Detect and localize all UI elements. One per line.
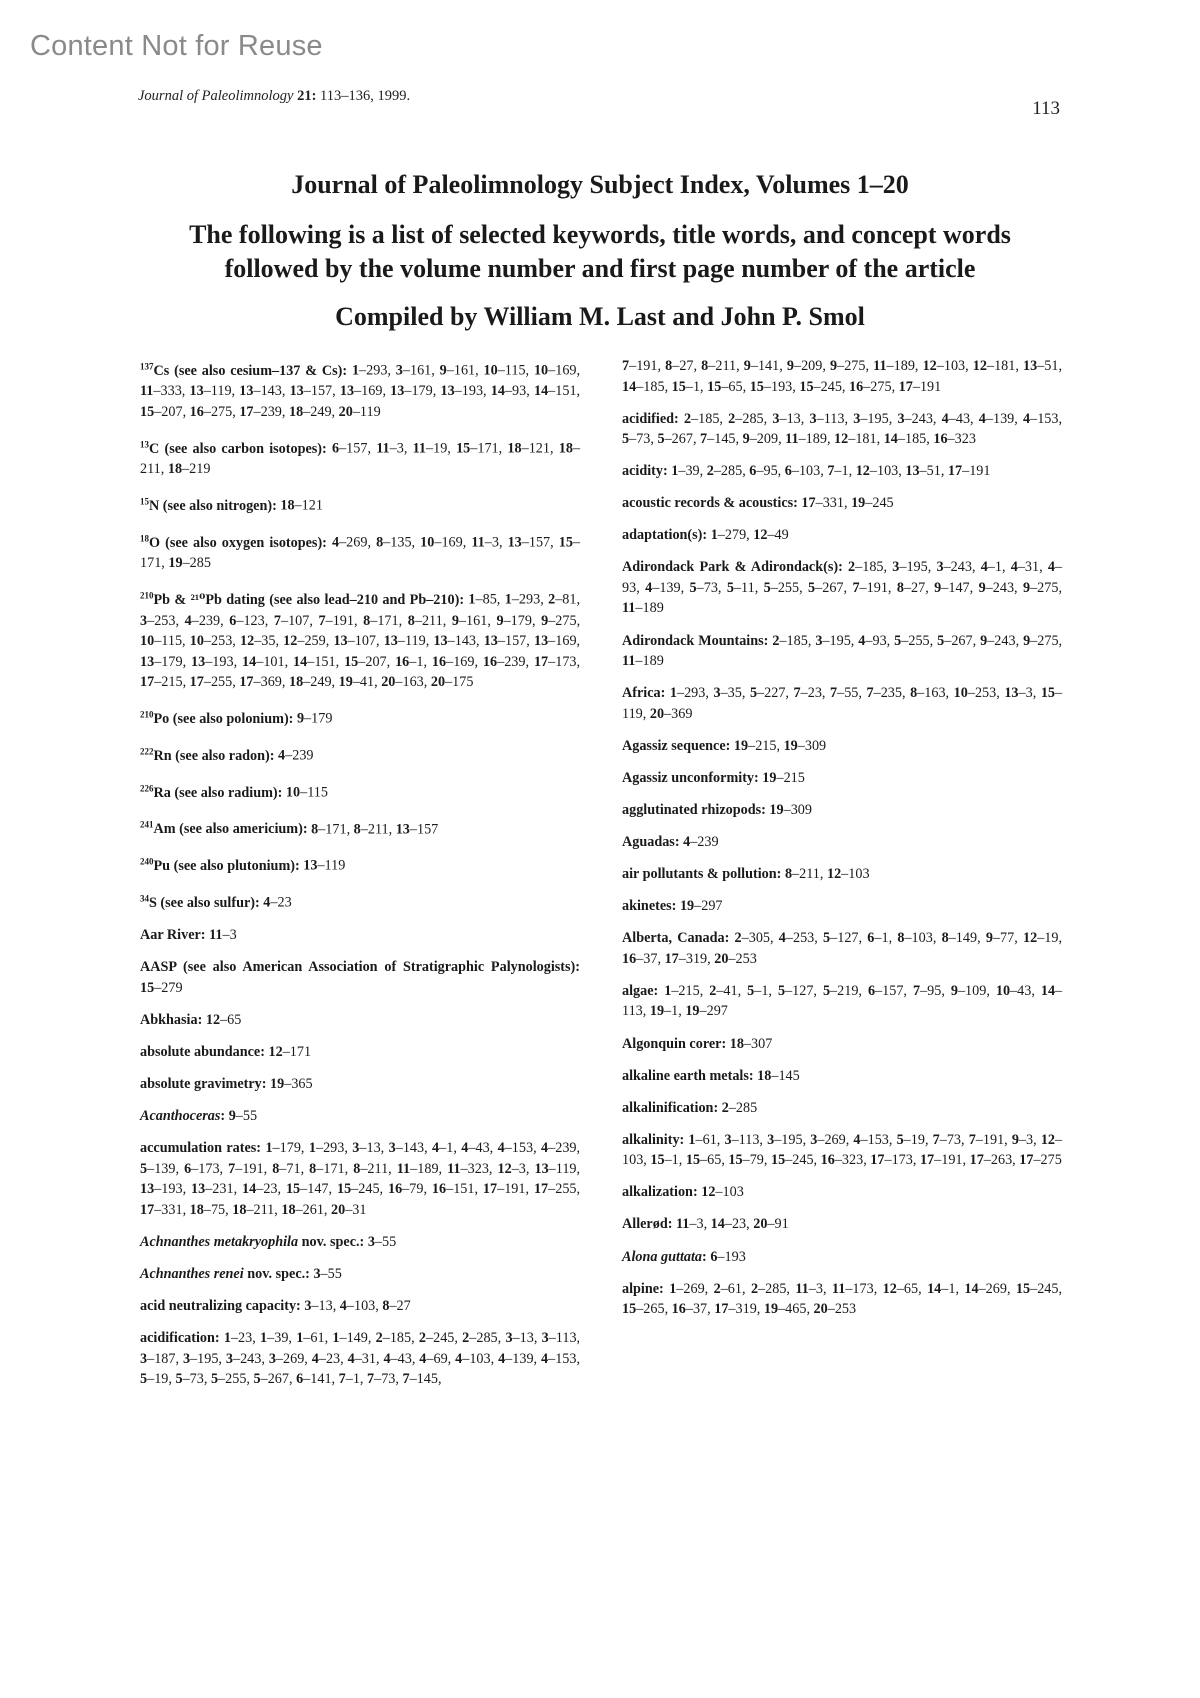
index-entry <box>140 491 580 516</box>
isotope-mass-number: 137 <box>140 361 154 371</box>
compiler-credits: Compiled by William M. Last and John P. Smol <box>335 302 865 331</box>
index-entry <box>140 815 580 840</box>
journal-name: Journal of Paleolimnology <box>138 88 294 104</box>
index-references: 19–215 <box>762 769 805 786</box>
index-term: alpine: <box>622 1280 664 1297</box>
index-entry <box>622 832 1062 853</box>
index-term: $^{222}$Rn (see also radon): <box>140 745 275 764</box>
index-term: Abkhasia: <box>140 1011 203 1028</box>
index-references: 17–331, 19–245 <box>801 495 894 512</box>
index-entry <box>140 1138 580 1220</box>
index-references: 2–285 <box>721 1099 758 1116</box>
index-term: Acanthoceras: <box>140 1108 226 1125</box>
index-entry <box>622 1182 1062 1203</box>
index-references: 2–185, 3–195, 4–93, 5–255, 5–267, 9–243, 9–275, 11–189 <box>622 632 1063 670</box>
index-entry <box>140 957 580 998</box>
index-term: Alberta, Canada: <box>622 930 730 947</box>
index-term: adaptation(s): <box>622 527 708 544</box>
index-entry <box>622 928 1062 969</box>
running-head <box>138 88 410 105</box>
index-term: acidified: <box>622 410 679 427</box>
index-entry <box>622 461 1062 482</box>
index-entry <box>140 528 580 574</box>
index-entry <box>622 1034 1062 1055</box>
index-entry <box>622 864 1062 885</box>
index-entry <box>140 704 580 729</box>
index-entry <box>140 585 580 692</box>
index-term: Alona guttata: <box>622 1248 707 1265</box>
page-range-year: 113–136, 1999. <box>316 88 411 104</box>
index-references: 8–211, 12–103 <box>784 866 870 883</box>
index-references: 4–239 <box>683 834 719 851</box>
index-term: absolute abundance: <box>140 1043 265 1060</box>
index-entry <box>622 736 1062 757</box>
index-term: acid neutralizing capacity: <box>140 1297 301 1314</box>
volume-number: 21: <box>297 88 317 104</box>
index-entry <box>622 1098 1062 1119</box>
index-references: 4–23 <box>263 895 292 912</box>
isotope-mass-number: 226 <box>140 782 154 793</box>
index-title: Journal of Paleolimnology Subject Index, Volumes 1–20 <box>291 170 909 199</box>
index-references: 13–119 <box>303 858 346 875</box>
index-term: $^{34}$S (see also sulfur): <box>140 893 260 912</box>
index-entry <box>140 1106 580 1127</box>
index-references: 10–115 <box>285 784 328 801</box>
index-references: 1–269, 2–61, 2–285, 11–3, 11–173, 12–65, 14–1, 14–269, 15–245, 15–265, 16–37, 17–319, 19–465, 20–253 <box>622 1280 1063 1318</box>
index-references: 18–121 <box>280 497 323 514</box>
index-entry <box>140 925 580 946</box>
index-term: $^{210}$Po (see also polonium): <box>140 709 294 727</box>
index-term: alkaline earth metals: <box>622 1067 754 1084</box>
index-term: algae: <box>622 982 659 999</box>
index-references: 1–61, 3–113, 3–195, 3–269, 4–153, 5–19, 7–73, 7–191, 9–3, 12–103, 15–1, 15–65, 15–79, 15–245, 16–323, 17–173, 17–191, 17–263, 17–275 <box>622 1131 1063 1169</box>
index-term: $^{226}$Ra (see also radium): <box>140 782 283 801</box>
index-column-right <box>622 356 1062 1401</box>
index-term: acoustic records & acoustics: <box>622 495 798 512</box>
index-entry <box>622 768 1062 789</box>
index-term: $^{15}$N (see also nitrogen): <box>140 496 277 514</box>
index-references: 1–293, 3–161, 9–161, 10–115, 10–169, 11–333, 13–119, 13–143, 13–157, 13–169, 13–179, 13–193, 14–93, 14–151, 15–207, 16–275, 17–239, 18–249, 20–119 <box>140 362 581 420</box>
isotope-mass-number: 240 <box>140 856 154 867</box>
index-entry <box>140 888 580 913</box>
index-term: $^{240}$Pu (see also plutonium): <box>140 856 300 875</box>
index-columns <box>140 356 1062 1401</box>
index-term: Achnanthes renei nov. spec.: <box>140 1265 310 1282</box>
index-entry <box>622 631 1062 672</box>
index-entry <box>622 896 1062 917</box>
index-references: 6–193 <box>710 1248 746 1265</box>
index-references: 1–279, 12–49 <box>710 527 789 544</box>
index-term: Algonquin corer: <box>622 1035 727 1052</box>
index-entry <box>140 1010 580 1031</box>
index-references: 9–179 <box>296 710 333 727</box>
index-entry <box>622 1066 1062 1087</box>
index-entry <box>140 1264 580 1285</box>
index-references: 11–3 <box>209 927 237 944</box>
index-term: $^{210}$Pb & ²¹⁰Pb dating (see also lead–210 and Pb–210): <box>140 590 465 609</box>
index-references: 19–365 <box>270 1075 313 1092</box>
index-references: 4–239 <box>278 747 314 764</box>
index-entry <box>622 1130 1062 1171</box>
index-references: 3–13, 4–103, 8–27 <box>304 1297 411 1314</box>
index-references: 15–279 <box>140 979 183 996</box>
index-entry <box>622 557 1062 619</box>
index-references: 9–55 <box>228 1108 258 1125</box>
index-term: alkalinification: <box>622 1099 719 1116</box>
index-entry <box>140 778 580 803</box>
index-entry <box>140 1328 580 1390</box>
index-term: $^{137}$Cs (see also cesium–137 & Cs): <box>140 361 348 379</box>
index-term: akinetes: <box>622 898 677 915</box>
index-term: accumulation rates: <box>140 1140 262 1157</box>
index-term: acidification: <box>140 1330 220 1347</box>
index-references: 3–55 <box>367 1233 397 1250</box>
subtitle-line-1: The following is a list of selected keywords, title words, and concept words <box>189 220 1011 249</box>
index-references: 2–185, 3–195, 3–243, 4–1, 4–31, 4–93, 4–139, 5–73, 5–11, 5–255, 5–267, 7–191, 8–27, 9–147, 9–243, 9–275, 11–189 <box>622 559 1063 617</box>
index-entry <box>140 1296 580 1317</box>
index-column-left <box>140 356 580 1401</box>
title-block <box>0 168 1200 334</box>
index-references: 6–157, 11–3, 11–19, 15–171, 18–121, 18–211, 18–219 <box>140 440 581 478</box>
index-entry <box>622 493 1062 514</box>
index-references: 1–23, 1–39, 1–61, 1–149, 2–185, 2–245, 2–285, 3–13, 3–113, 3–187, 3–195, 3–243, 3–269, 4–23, 4–31, 4–43, 4–69, 4–103, 4–139, 4–153, 5–19, 5–73, 5–255, 5–267, 6–141, 7–1, 7–73, 7–145, <box>140 1330 581 1388</box>
isotope-mass-number: 15 <box>140 496 149 507</box>
index-references: 12–103 <box>701 1184 744 1201</box>
index-entry <box>140 1042 580 1063</box>
index-term: Adirondack Mountains: <box>622 632 769 649</box>
index-term: agglutinated rhizopods: <box>622 801 766 818</box>
index-term: absolute gravimetry: <box>140 1075 267 1092</box>
index-subtitle <box>0 218 1200 286</box>
index-references: 2–185, 2–285, 3–13, 3–113, 3–195, 3–243, 4–43, 4–139, 4–153, 5–73, 5–267, 7–145, 9–209, 11–189, 12–181, 14–185, 16–323 <box>622 410 1063 448</box>
index-term: Africa: <box>622 685 666 702</box>
index-references: 19–297 <box>679 898 723 915</box>
index-references: 12–65 <box>205 1011 242 1028</box>
index-references: 8–171, 8–211, 13–157 <box>311 821 439 838</box>
index-entry <box>140 1232 580 1253</box>
index-term: AASP (see also American Association of Stratigraphic Palynologists): <box>140 959 580 976</box>
index-entry <box>622 800 1062 821</box>
index-entry <box>622 525 1062 546</box>
isotope-mass-number: 210 <box>140 709 154 720</box>
index-references: 18–145 <box>757 1067 800 1084</box>
index-references: 12–171 <box>268 1043 312 1060</box>
index-references: 1–85, 1–293, 2–81, 3–253, 4–239, 6–123, 7–107, 7–191, 8–171, 8–211, 9–161, 9–179, 9–275, 10–115, 10–253, 12–35, 12–259, 13–107, 13–119, 13–143, 13–157, 13–169, 13–179, 13–193, 14–101, 14–151, 15–207, 16–1, 16–169, 16–239, 17–173, 17–215, 17–255, 17–369, 18–249, 19–41, 20–163, 20–175 <box>140 592 581 691</box>
index-references: 19–215, 19–309 <box>733 737 827 754</box>
index-term: Agassiz unconformity: <box>622 769 759 786</box>
index-term: alkalization: <box>622 1184 698 1201</box>
index-entry <box>622 1214 1062 1235</box>
index-term: $^{241}$Am (see also americium): <box>140 819 308 838</box>
index-references: 19–309 <box>769 801 812 818</box>
index-term: Adirondack Park & Adirondack(s): <box>622 559 843 576</box>
index-term: Aar River: <box>140 927 206 944</box>
index-term: $^{13}$C (see also carbon isotopes): <box>140 438 327 457</box>
index-entry <box>140 741 580 766</box>
index-references: 11–3, 14–23, 20–91 <box>675 1216 789 1233</box>
index-entry <box>622 683 1062 724</box>
index-references: 18–307 <box>729 1035 773 1052</box>
index-entry <box>622 356 1062 397</box>
index-term: Allerød: <box>622 1216 673 1233</box>
subtitle-line-2: followed by the volume number and first page number of the article <box>224 254 976 283</box>
index-references: 1–215, 2–41, 5–1, 5–127, 5–219, 6–157, 7–95, 9–109, 10–43, 14–113, 19–1, 19–297 <box>622 982 1063 1020</box>
index-term: alkalinity: <box>622 1131 685 1148</box>
index-term: Agassiz sequence: <box>622 737 731 754</box>
index-entry <box>622 409 1062 450</box>
index-term: acidity: <box>622 463 668 480</box>
index-references: 3–55 <box>313 1265 342 1282</box>
index-term: $^{18}$O (see also oxygen isotopes): <box>140 532 327 551</box>
isotope-mass-number: 13 <box>140 438 149 449</box>
index-references: 1–293, 3–35, 5–227, 7–23, 7–55, 7–235, 8–163, 10–253, 13–3, 15–119, 20–369 <box>622 685 1063 722</box>
isotope-mass-number: 34 <box>140 893 149 904</box>
index-references: 4–269, 8–135, 10–169, 11–3, 13–157, 15–171, 19–285 <box>140 534 581 572</box>
index-references: 7–191, 8–27, 8–211, 9–141, 9–209, 9–275, 11–189, 12–103, 12–181, 13–51, 14–185, 15–1, 15–65, 15–193, 15–245, 16–275, 17–191 <box>622 358 1063 395</box>
isotope-mass-number: 18 <box>140 532 149 543</box>
index-term: Achnanthes metakryophila nov. spec.: <box>140 1233 365 1250</box>
index-references: 2–305, 4–253, 5–127, 6–1, 8–103, 8–149, 9–77, 12–19, 16–37, 17–319, 20–253 <box>622 930 1063 967</box>
index-term: air pollutants & pollution: <box>622 866 782 883</box>
index-entry <box>140 356 580 422</box>
index-entry <box>622 1247 1062 1268</box>
index-entry <box>140 1074 580 1095</box>
isotope-mass-number: 241 <box>140 819 154 830</box>
index-term: Aguadas: <box>622 834 680 851</box>
isotope-mass-number: 210 <box>140 590 154 601</box>
index-references: 1–179, 1–293, 3–13, 3–143, 4–1, 4–43, 4–153, 4–239, 5–139, 6–173, 7–191, 8–71, 8–171, 8–211, 11–189, 11–323, 12–3, 13–119, 13–193, 13–231, 14–23, 15–147, 15–245, 16–79, 16–151, 17–191, 17–255, 17–331, 18–75, 18–211, 18–261, 20–31 <box>140 1140 581 1218</box>
watermark: Content Not for Reuse <box>30 30 323 62</box>
isotope-mass-number: 222 <box>140 745 154 756</box>
index-entry <box>622 981 1062 1022</box>
page-number: 113 <box>1032 98 1060 119</box>
index-references: 1–39, 2–285, 6–95, 6–103, 7–1, 12–103, 13–51, 17–191 <box>671 463 991 480</box>
index-entry <box>140 851 580 876</box>
index-entry <box>140 434 580 480</box>
index-entry <box>622 1279 1062 1320</box>
